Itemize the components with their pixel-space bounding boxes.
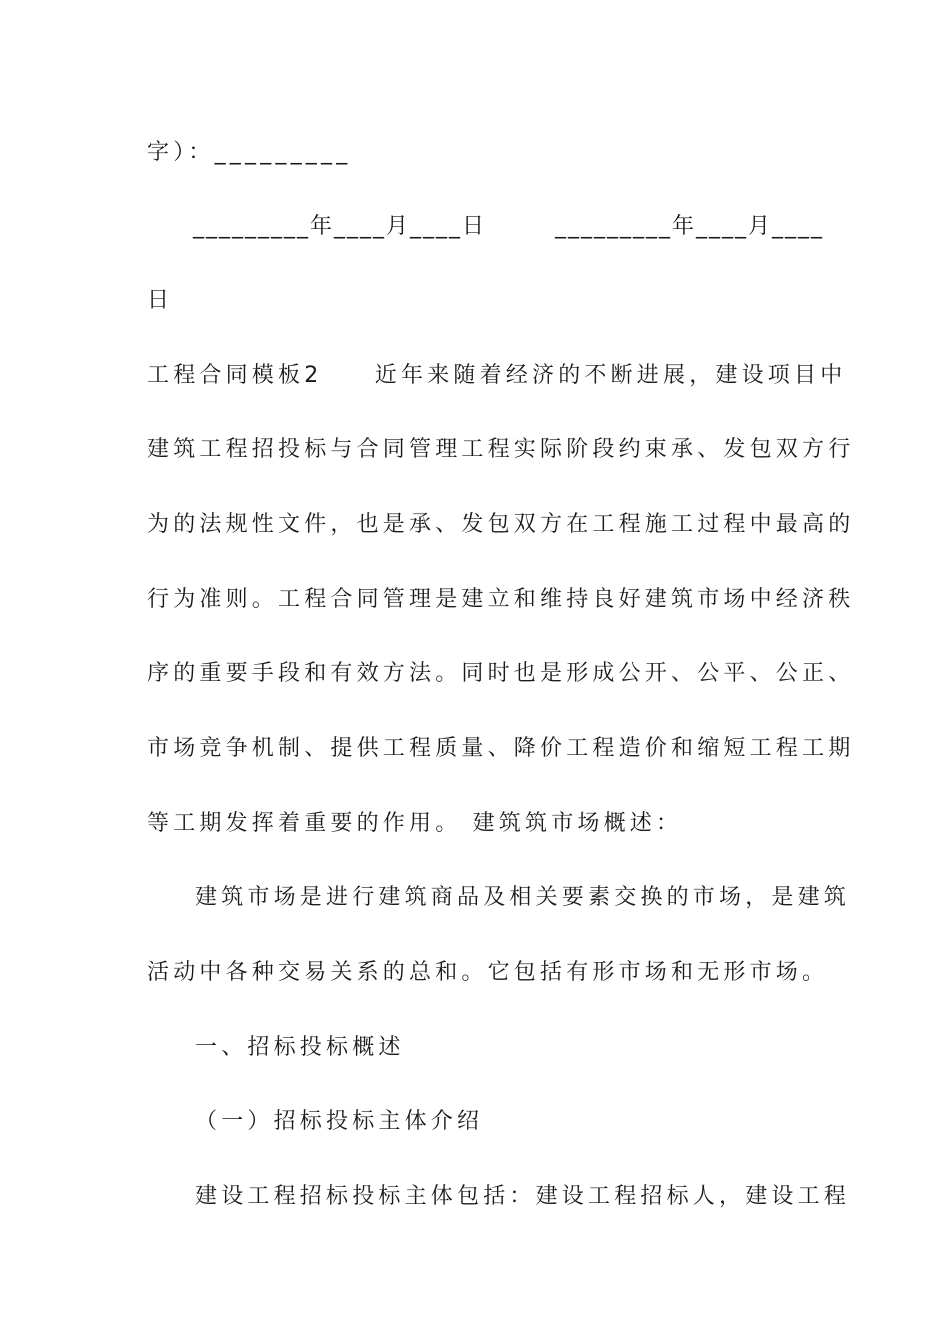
paragraph-line: 工程合同模板2 近年来随着经济的不断进展，建设项目中 <box>147 363 847 388</box>
paragraph-line: 建设工程招标投标主体包括：建设工程招标人，建设工程 <box>195 1184 851 1209</box>
paragraph-line: 等工期发挥着重要的作用。 建筑筑市场概述： <box>147 811 683 836</box>
date-blank-left: _________年____月____日 <box>193 214 487 239</box>
paragraph-line: 市场竞争机制、提供工程质量、降价工程造价和缩短工程工期 <box>147 736 855 761</box>
paragraph-line: 为的法规性文件，也是承、发包双方在工程施工过程中最高的 <box>147 512 855 537</box>
signature-label-line: 字）：_________ <box>147 140 352 165</box>
paragraph-line: 行为准则。工程合同管理是建立和维持良好建筑市场中经济秩 <box>147 587 855 612</box>
paragraph-line: 活动中各种交易关系的总和。它包括有形市场和无形市场。 <box>147 960 829 985</box>
paragraph-line: 建筑市场是进行建筑商品及相关要素交换的市场，是建筑 <box>195 885 851 910</box>
date-blank-right: _________年____月____ <box>555 214 825 239</box>
paragraph-line: 序的重要手段和有效方法。同时也是形成公开、公平、公正、 <box>147 661 855 686</box>
date-day-line: 日 <box>147 288 174 313</box>
section-heading: 一、招标投标概述 <box>195 1035 405 1060</box>
subsection-heading: （一）招标投标主体介绍 <box>195 1109 484 1134</box>
paragraph-line: 建筑工程招投标与合同管理工程实际阶段约束承、发包双方行 <box>147 437 855 462</box>
